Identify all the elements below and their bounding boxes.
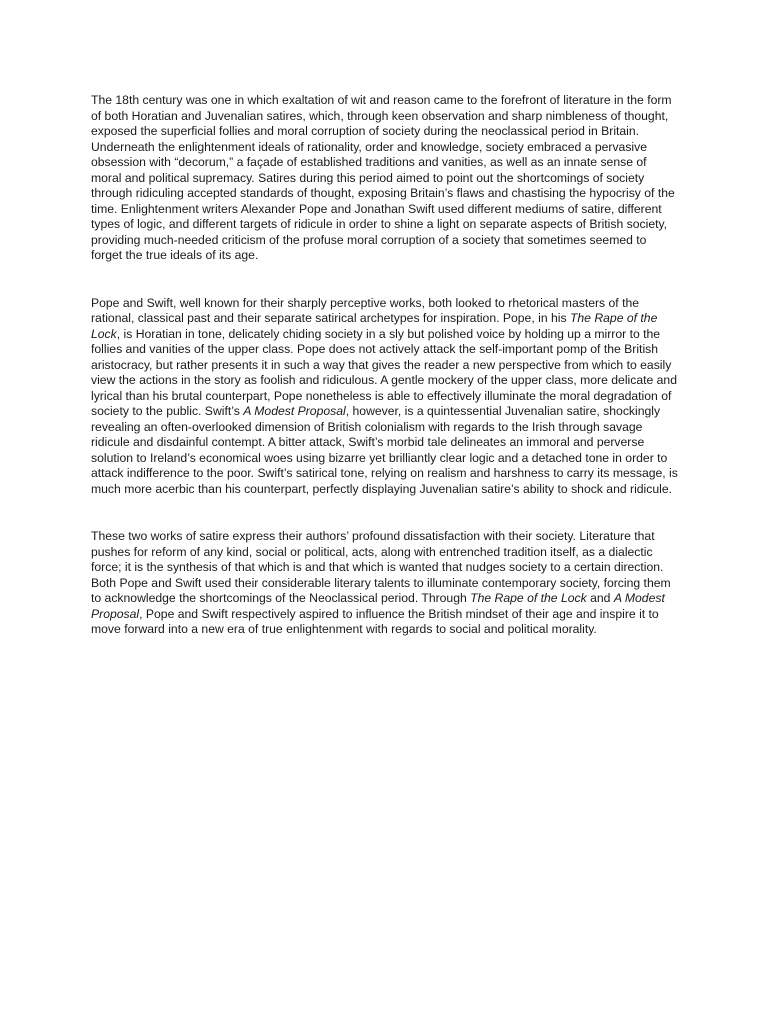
work-title-a-modest-proposal: A Modest Proposal [243, 404, 346, 418]
text-run: , Pope and Swift respectively aspired to influence the British mindset of their age and inspire it to move forward into a new era of true enlightenment with regards to social and political morality. [91, 606, 659, 636]
essay-paragraph-3 [91, 529, 680, 638]
text-run: The 18th century was one in which exaltation of wit and reason came to the forefront of literature in the form of both Horatian and Juvenalian satires, which, through keen observation and sharp nimbleness of thought, exposed the superficial follies and moral corruption of society during the neoclassical period in Britain. Underneath the enlightenment ideals of rationality, order and knowledge, society embraced a pervasive obsession with “decorum,” a façade of established traditions and vanities, as well as an innate sense of moral and political supremacy. Satires during this period aimed to point out the shortcomings of society through ridiculing accepted standards of thought, exposing Britain’s flaws and chastising the hypocrisy of the time. Enlightenment writers Alexander Pope and Jonathan Swift used different mediums of satire, different types of logic, and different targets of ridicule in order to shine a light on separate aspects of British society, providing much-needed criticism of the profuse moral corruption of a society that sometimes seemed to forget the true ideals of its age. [91, 93, 675, 262]
text-run: and [586, 591, 614, 605]
text-run: , however, is a quintessential Juvenalian satire, shockingly revealing an often-overlooked dimension of British colonialism with regards to the Irish through savage ridicule and disdainful contempt. A bitter attack, Swift’s morbid tale delineates an immoral and perverse solution to Ireland’s economical woes using bizarre yet brilliantly clear logic and a detached tone in order to attack indifference to the poor. Swift’s satirical tone, relying on realism and harshness to carry its message, is much more acerbic than his counterpart, perfectly displaying Juvenalian satire’s ability to shock and ridicule. [91, 404, 678, 496]
text-run: These two works of satire express their authors’ profound dissatisfaction with their society. Literature that pushes for reform of any kind, social or political, acts, along with entrenched tradition itself, as a dialectic force; it is the synthesis of that which is and that which is wanted that nudges society to a certain direction. Both Pope and Swift used their considerable literary talents to illuminate contemporary society, forcing them to acknowledge the shortcomings of the Neoclassical period. Through [91, 529, 671, 605]
essay-paragraph-2 [91, 296, 680, 498]
text-run: , is Horatian in tone, delicately chiding society in a sly but polished voice by holding up a mirror to the follies and vanities of the upper class. Pope does not actively attack the self-important pomp of the British aristocracy, but rather presents it in such a way that gives the reader a new perspective from which to easily view the actions in the story as foolish and ridiculous. A gentle mockery of the upper class, more delicate and lyrical than his brutal counterpart, Pope nonetheless is able to effectively illuminate the moral degradation of society to the public. Swift’s [91, 326, 677, 418]
work-title-rape-of-the-lock: The Rape of the Lock [91, 311, 658, 341]
text-run: Pope and Swift, well known for their sharply perceptive works, both looked to rhetorical masters of the rational, classical past and their separate satirical archetypes for inspiration. Pope, in his [91, 295, 640, 325]
work-title-rape-of-the-lock: The Rape of the Lock [470, 591, 587, 605]
work-title-a-modest-proposal: A Modest Proposal [91, 591, 665, 621]
essay-paragraph-1 [91, 93, 680, 264]
